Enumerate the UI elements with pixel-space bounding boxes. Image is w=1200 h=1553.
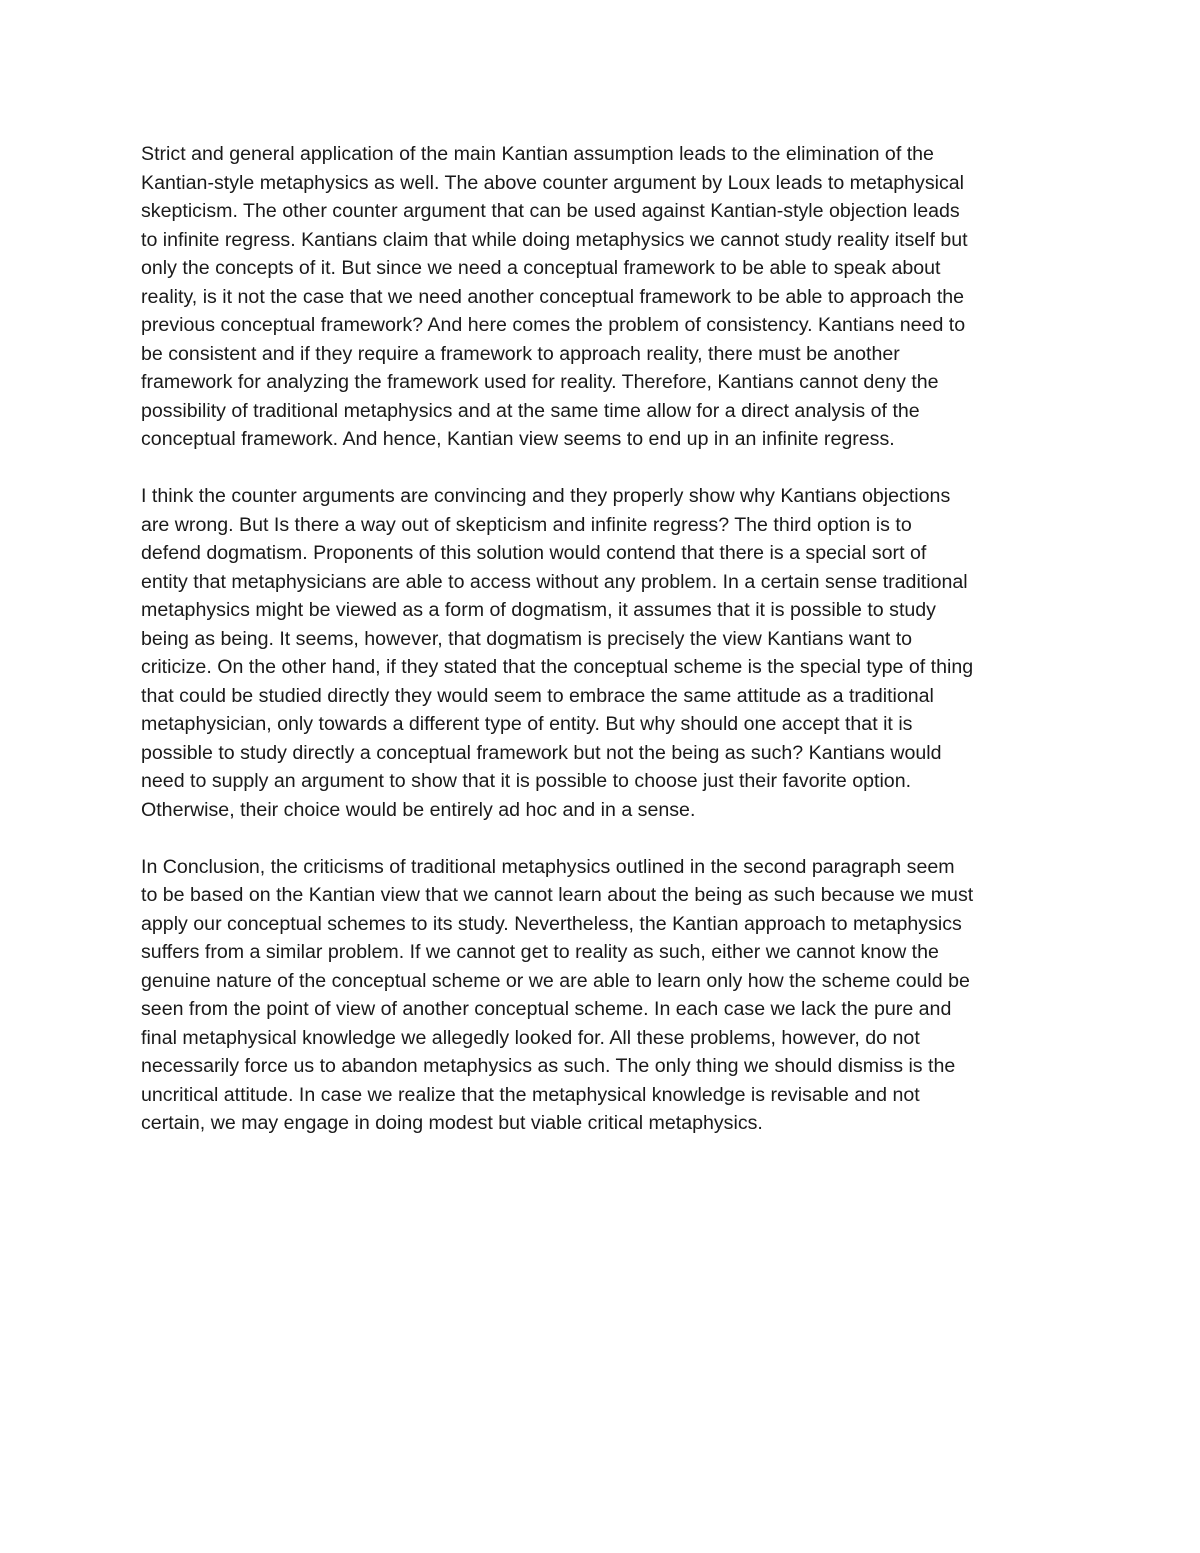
text-line: Strict and general application of the main Kantian assumption leads to the elimination of the xyxy=(141,143,934,165)
text-line: metaphysician, only towards a different type of entity. But why should one accept that it is xyxy=(141,713,913,735)
document-body xyxy=(141,140,1081,1166)
text-line: are wrong. But Is there a way out of skepticism and infinite regress? The third option is to xyxy=(141,513,912,536)
text-line: defend dogmatism. Proponents of this solution would contend that there is a special sort of xyxy=(141,542,927,564)
text-line: to infinite regress. Kantians claim that while doing metaphysics we cannot study reality itself but xyxy=(141,228,968,251)
text-line: reality, is it not the case that we need another conceptual framework to be able to approach the xyxy=(141,285,965,308)
text-line: seen from the point of view of another conceptual scheme. In each case we lack the pure and xyxy=(141,998,952,1020)
text-line: genuine nature of the conceptual scheme or we are able to learn only how the scheme could be xyxy=(141,969,970,992)
text-line: skepticism. The other counter argument that can be used against Kantian-style objection leads xyxy=(141,200,960,222)
text-line: necessarily force us to abandon metaphysics as such. The only thing we should dismiss is the xyxy=(141,1055,956,1077)
text-line: criticize. On the other hand, if they stated that the conceptual scheme is the special type of thing xyxy=(141,656,974,678)
text-line: possibility of traditional metaphysics and at the same time allow for a direct analysis of the xyxy=(141,399,920,422)
text-line: framework for analyzing the framework used for reality. Therefore, Kantians cannot deny the xyxy=(141,371,939,393)
paragraph-1 xyxy=(141,140,1081,454)
text-line: possible to study directly a conceptual framework but not the being as such? Kantians would xyxy=(141,741,942,764)
text-line: to be based on the Kantian view that we cannot learn about the being as such because we must xyxy=(141,884,974,906)
paragraph-2 xyxy=(141,482,1081,824)
text-line: being as being. It seems, however, that dogmatism is precisely the view Kantians want to xyxy=(141,627,913,650)
text-line: conceptual framework. And hence, Kantian view seems to end up in an infinite regress. xyxy=(141,428,895,450)
text-line: Otherwise, their choice would be entirely ad hoc and in a sense. xyxy=(141,798,696,821)
text-line: Kantian-style metaphysics as well. The above counter argument by Loux leads to metaphysical xyxy=(141,171,965,194)
text-line: only the concepts of it. But since we need a conceptual framework to be able to speak about xyxy=(141,257,941,279)
text-line: suffers from a similar problem. If we cannot get to reality as such, either we cannot know the xyxy=(141,941,939,963)
text-line: I think the counter arguments are convincing and they properly show why Kantians objections xyxy=(141,485,951,507)
text-line: final metaphysical knowledge we allegedly looked for. All these problems, however, do not xyxy=(141,1026,920,1049)
text-line: entity that metaphysicians are able to access without any problem. In a certain sense traditional xyxy=(141,570,968,593)
text-line: metaphysics might be viewed as a form of dogmatism, it assumes that it is possible to study xyxy=(141,599,936,621)
text-line: need to supply an argument to show that it is possible to choose just their favorite option. xyxy=(141,770,912,792)
text-line: previous conceptual framework? And here comes the problem of consistency. Kantians need to xyxy=(141,314,966,336)
text-line: In Conclusion, the criticisms of traditional metaphysics outlined in the second paragraph seem xyxy=(141,855,955,878)
text-line: apply our conceptual schemes to its study. Nevertheless, the Kantian approach to metaphysics xyxy=(141,912,962,935)
text-line: uncritical attitude. In case we realize that the metaphysical knowledge is revisable and not xyxy=(141,1083,920,1106)
text-line: that could be studied directly they would seem to embrace the same attitude as a traditional xyxy=(141,684,934,707)
text-line: be consistent and if they require a framework to approach reality, there must be another xyxy=(141,342,900,365)
paragraph-3 xyxy=(141,853,1081,1138)
text-line: certain, we may engage in doing modest but viable critical metaphysics. xyxy=(141,1112,763,1134)
